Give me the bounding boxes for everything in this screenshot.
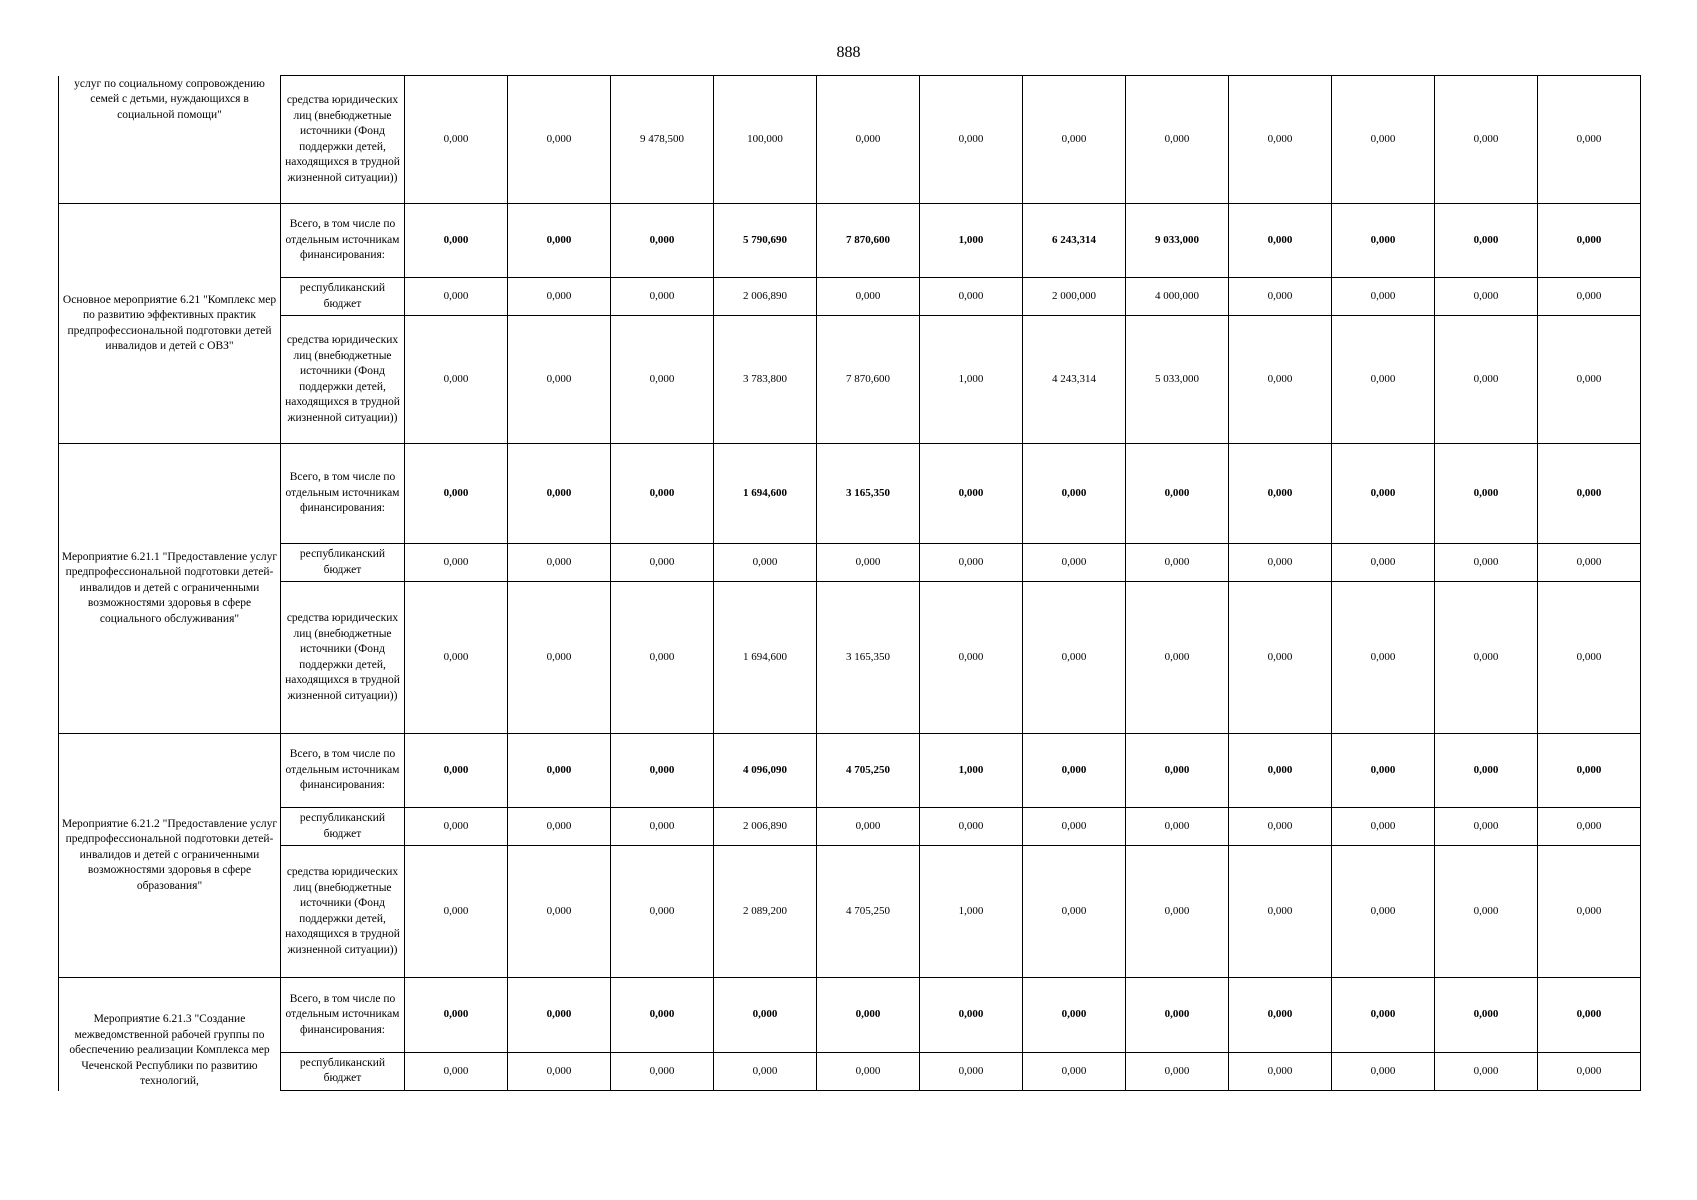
value-cell: 0,000 — [1229, 846, 1332, 978]
value-cell: 0,000 — [920, 582, 1023, 734]
value-cell: 0,000 — [1023, 846, 1126, 978]
value-cell: 4 705,250 — [817, 846, 920, 978]
value-cell: 0,000 — [920, 76, 1023, 204]
measure-name-cell: Мероприятие 6.21.1 "Предоставление услуг предпрофессиональной подготовки детей-инвалидов и детей с ограниченными возможностями здоровья в сфере социального обслуживания" — [59, 444, 281, 734]
value-cell: 0,000 — [1332, 846, 1435, 978]
funding-source-cell: средства юридических лиц (внебюджетные источники (Фонд поддержки детей, находящихся в трудной жизненной ситуации)) — [281, 76, 405, 204]
value-cell: 0,000 — [1023, 734, 1126, 808]
value-cell: 0,000 — [1435, 76, 1538, 204]
funding-source-cell: республиканский бюджет — [281, 1052, 405, 1090]
value-cell: 0,000 — [1435, 978, 1538, 1053]
measure-name-cell: услуг по социальному сопровождению семей с детьми, нуждающихся в социальной помощи" — [59, 76, 281, 204]
value-cell: 0,000 — [1229, 582, 1332, 734]
value-cell: 0,000 — [1126, 544, 1229, 582]
value-cell: 0,000 — [405, 846, 508, 978]
value-cell: 0,000 — [1126, 846, 1229, 978]
value-cell: 0,000 — [1023, 978, 1126, 1053]
value-cell: 0,000 — [508, 204, 611, 278]
value-cell: 0,000 — [1126, 582, 1229, 734]
value-cell: 0,000 — [508, 808, 611, 846]
value-cell: 1 694,600 — [714, 444, 817, 544]
value-cell: 0,000 — [1435, 1052, 1538, 1090]
value-cell: 0,000 — [405, 316, 508, 444]
value-cell: 4 000,000 — [1126, 278, 1229, 316]
value-cell: 0,000 — [1023, 582, 1126, 734]
value-cell: 0,000 — [1435, 544, 1538, 582]
funding-source-cell: Всего, в том числе по отдельным источникам финансирования: — [281, 978, 405, 1053]
funding-source-cell: республиканский бюджет — [281, 278, 405, 316]
value-cell: 0,000 — [508, 846, 611, 978]
value-cell: 0,000 — [405, 204, 508, 278]
value-cell: 0,000 — [405, 1052, 508, 1090]
value-cell: 0,000 — [1229, 444, 1332, 544]
page-number: 888 — [836, 44, 861, 61]
value-cell: 0,000 — [714, 544, 817, 582]
table-row — [59, 316, 1641, 444]
value-cell: 0,000 — [1332, 544, 1435, 582]
table-row — [59, 846, 1641, 978]
value-cell: 100,000 — [714, 76, 817, 204]
value-cell: 0,000 — [1538, 808, 1641, 846]
value-cell: 0,000 — [508, 316, 611, 444]
value-cell: 0,000 — [920, 808, 1023, 846]
value-cell: 3 783,800 — [714, 316, 817, 444]
value-cell: 3 165,350 — [817, 444, 920, 544]
value-cell: 4 705,250 — [817, 734, 920, 808]
value-cell: 7 870,600 — [817, 316, 920, 444]
value-cell: 9 033,000 — [1126, 204, 1229, 278]
value-cell: 0,000 — [920, 278, 1023, 316]
value-cell: 0,000 — [405, 808, 508, 846]
value-cell: 0,000 — [1229, 204, 1332, 278]
value-cell: 0,000 — [405, 978, 508, 1053]
value-cell: 0,000 — [1538, 544, 1641, 582]
value-cell: 0,000 — [1332, 76, 1435, 204]
value-cell: 0,000 — [714, 978, 817, 1053]
value-cell: 0,000 — [1332, 582, 1435, 734]
value-cell: 0,000 — [1538, 204, 1641, 278]
value-cell: 0,000 — [1538, 846, 1641, 978]
value-cell: 0,000 — [1538, 734, 1641, 808]
measure-name-cell: Мероприятие 6.21.3 "Создание межведомственной рабочей группы по обеспечению реализации Комплекса мер Чеченской Республики по развитию технологий, — [59, 978, 281, 1091]
value-cell: 0,000 — [1538, 978, 1641, 1053]
value-cell: 0,000 — [1229, 978, 1332, 1053]
value-cell: 0,000 — [1023, 544, 1126, 582]
value-cell: 2 006,890 — [714, 808, 817, 846]
value-cell: 2 006,890 — [714, 278, 817, 316]
value-cell: 1,000 — [920, 846, 1023, 978]
value-cell: 0,000 — [1332, 204, 1435, 278]
value-cell: 0,000 — [1023, 444, 1126, 544]
value-cell: 0,000 — [1538, 582, 1641, 734]
value-cell: 0,000 — [920, 1052, 1023, 1090]
value-cell: 0,000 — [1538, 1052, 1641, 1090]
funding-source-cell: Всего, в том числе по отдельным источникам финансирования: — [281, 734, 405, 808]
budget-table — [58, 75, 1641, 1091]
value-cell: 0,000 — [611, 734, 714, 808]
value-cell: 0,000 — [817, 544, 920, 582]
funding-source-cell: средства юридических лиц (внебюджетные источники (Фонд поддержки детей, находящихся в трудной жизненной ситуации)) — [281, 316, 405, 444]
value-cell: 0,000 — [1229, 278, 1332, 316]
value-cell: 0,000 — [1023, 76, 1126, 204]
value-cell: 0,000 — [817, 1052, 920, 1090]
value-cell: 0,000 — [1229, 316, 1332, 444]
value-cell: 0,000 — [1126, 76, 1229, 204]
value-cell: 0,000 — [611, 808, 714, 846]
funding-source-cell: республиканский бюджет — [281, 808, 405, 846]
value-cell: 0,000 — [1332, 734, 1435, 808]
value-cell: 2 000,000 — [1023, 278, 1126, 316]
value-cell: 0,000 — [1126, 978, 1229, 1053]
value-cell: 0,000 — [508, 582, 611, 734]
value-cell: 0,000 — [1332, 1052, 1435, 1090]
value-cell: 0,000 — [508, 734, 611, 808]
funding-source-cell: средства юридических лиц (внебюджетные источники (Фонд поддержки детей, находящихся в трудной жизненной ситуации)) — [281, 582, 405, 734]
table-row — [59, 582, 1641, 734]
value-cell: 4 096,090 — [714, 734, 817, 808]
value-cell: 0,000 — [508, 444, 611, 544]
table-row — [59, 204, 1641, 278]
value-cell: 5 033,000 — [1126, 316, 1229, 444]
value-cell: 0,000 — [1229, 1052, 1332, 1090]
value-cell: 0,000 — [405, 444, 508, 544]
value-cell: 0,000 — [611, 316, 714, 444]
value-cell: 2 089,200 — [714, 846, 817, 978]
value-cell: 0,000 — [508, 76, 611, 204]
value-cell: 0,000 — [1126, 444, 1229, 544]
value-cell: 0,000 — [817, 808, 920, 846]
value-cell: 0,000 — [611, 846, 714, 978]
value-cell: 0,000 — [1435, 444, 1538, 544]
value-cell: 0,000 — [1023, 808, 1126, 846]
value-cell: 0,000 — [1229, 808, 1332, 846]
value-cell: 1,000 — [920, 316, 1023, 444]
value-cell: 0,000 — [1332, 444, 1435, 544]
value-cell: 0,000 — [1126, 808, 1229, 846]
funding-source-cell: средства юридических лиц (внебюджетные источники (Фонд поддержки детей, находящихся в трудной жизненной ситуации)) — [281, 846, 405, 978]
value-cell: 0,000 — [1229, 76, 1332, 204]
value-cell: 0,000 — [611, 544, 714, 582]
value-cell: 0,000 — [1538, 444, 1641, 544]
value-cell: 7 870,600 — [817, 204, 920, 278]
value-cell: 0,000 — [1332, 808, 1435, 846]
value-cell: 0,000 — [508, 1052, 611, 1090]
table-row — [59, 808, 1641, 846]
value-cell: 0,000 — [1023, 1052, 1126, 1090]
value-cell: 0,000 — [1332, 978, 1435, 1053]
value-cell: 9 478,500 — [611, 76, 714, 204]
value-cell: 0,000 — [611, 444, 714, 544]
value-cell: 0,000 — [405, 734, 508, 808]
value-cell: 0,000 — [508, 978, 611, 1053]
value-cell: 0,000 — [1126, 1052, 1229, 1090]
value-cell: 0,000 — [920, 544, 1023, 582]
value-cell: 0,000 — [508, 544, 611, 582]
funding-source-cell: Всего, в том числе по отдельным источникам финансирования: — [281, 204, 405, 278]
value-cell: 1 694,600 — [714, 582, 817, 734]
value-cell: 0,000 — [920, 978, 1023, 1053]
funding-source-cell: республиканский бюджет — [281, 544, 405, 582]
measure-name-cell: Мероприятие 6.21.2 "Предоставление услуг предпрофессиональной подготовки детей-инвалидов и детей с ограниченными возможностями здоровья в сфере образования" — [59, 734, 281, 978]
table-row — [59, 1052, 1641, 1090]
value-cell: 0,000 — [1126, 734, 1229, 808]
value-cell: 0,000 — [714, 1052, 817, 1090]
table-row — [59, 734, 1641, 808]
value-cell: 0,000 — [405, 582, 508, 734]
value-cell: 0,000 — [817, 978, 920, 1053]
value-cell: 4 243,314 — [1023, 316, 1126, 444]
value-cell: 0,000 — [1229, 544, 1332, 582]
value-cell: 0,000 — [1332, 316, 1435, 444]
value-cell: 0,000 — [611, 1052, 714, 1090]
value-cell: 0,000 — [405, 278, 508, 316]
value-cell: 1,000 — [920, 734, 1023, 808]
value-cell: 0,000 — [508, 278, 611, 316]
value-cell: 0,000 — [1435, 316, 1538, 444]
table-row — [59, 978, 1641, 1053]
value-cell: 0,000 — [611, 204, 714, 278]
value-cell: 0,000 — [405, 544, 508, 582]
value-cell: 0,000 — [1435, 734, 1538, 808]
funding-source-cell: Всего, в том числе по отдельным источникам финансирования: — [281, 444, 405, 544]
table-row — [59, 76, 1641, 204]
value-cell: 0,000 — [405, 76, 508, 204]
table-row — [59, 544, 1641, 582]
value-cell: 0,000 — [1435, 278, 1538, 316]
value-cell: 0,000 — [1538, 316, 1641, 444]
value-cell: 0,000 — [1435, 204, 1538, 278]
value-cell: 0,000 — [1538, 278, 1641, 316]
value-cell: 0,000 — [611, 978, 714, 1053]
value-cell: 0,000 — [1435, 808, 1538, 846]
value-cell: 0,000 — [1229, 734, 1332, 808]
value-cell: 0,000 — [1435, 846, 1538, 978]
value-cell: 5 790,690 — [714, 204, 817, 278]
value-cell: 0,000 — [611, 278, 714, 316]
value-cell: 0,000 — [1538, 76, 1641, 204]
value-cell: 6 243,314 — [1023, 204, 1126, 278]
measure-name-cell: Основное мероприятие 6.21 "Комплекс мер по развитию эффективных практик предпрофессиональной подготовки детей инвалидов и детей с ОВЗ" — [59, 204, 281, 444]
value-cell: 0,000 — [817, 76, 920, 204]
table-row — [59, 278, 1641, 316]
value-cell: 0,000 — [1435, 582, 1538, 734]
table-row — [59, 444, 1641, 544]
value-cell: 1,000 — [920, 204, 1023, 278]
value-cell: 0,000 — [817, 278, 920, 316]
value-cell: 0,000 — [611, 582, 714, 734]
value-cell: 0,000 — [1332, 278, 1435, 316]
value-cell: 0,000 — [920, 444, 1023, 544]
value-cell: 3 165,350 — [817, 582, 920, 734]
